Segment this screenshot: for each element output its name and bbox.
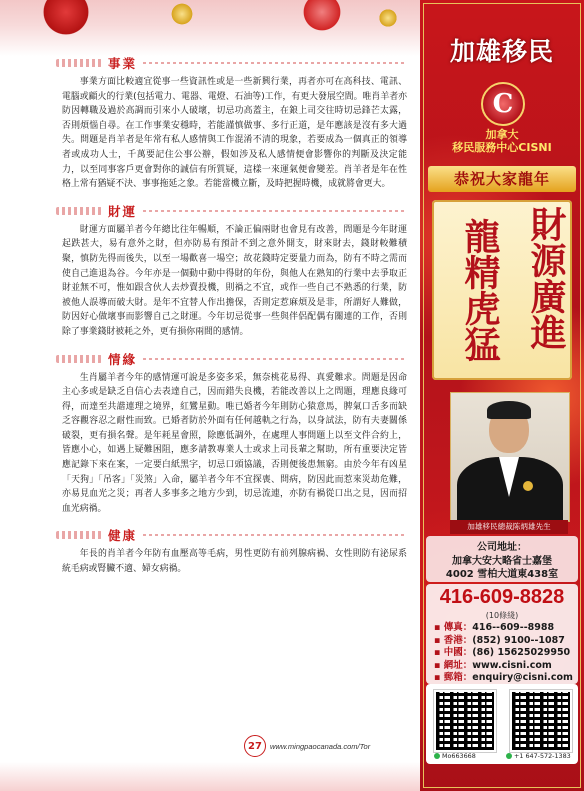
section-header-health — [56, 526, 407, 544]
contact-hongkong: ▪ 香港：(852) 9100--1087 — [434, 634, 565, 646]
medal-icon — [523, 481, 533, 491]
whatsapp-icon — [506, 753, 512, 759]
gold-coin-ornament-icon — [378, 8, 398, 28]
section-header-wealth — [56, 202, 407, 220]
section-header-career — [56, 54, 407, 72]
contact-email[interactable]: ▪ 郵箱：enquiry@cisni.com — [434, 672, 573, 684]
section-body-wealth: 財運方面屬羊者今年總比往年暢順，不論正偏兩財也會見有改善，問題是今年財運起跌甚大，易有意外之財，但亦防易有預計不到之意外開支，財來財去，錢財較難積聚，慎防先得而後失，以至一場歡喜一場空；故花錢時定要量力而為，防有不時之需而使自己進退為谷。今年亦是一個動中動中得財的年份，與他人在熟知的行業中去爭取正財並無不可，惟如跟含伙人去炒賣投機，則禍之不宜，或作一些自己不熟悉的行業，防被他人誤導而破大財。是年不宜替人作出擔保，否則定惹麻煩及是非，所謂好人難做，防因好心做壞事而影響自己之財運。今年切忌從事一些與伴侶配偶有關連的工作，否則除了事業錢財被耗之外，更有損你兩間的感情。 — [62, 224, 407, 337]
main-phone[interactable]: 416-609-8828 — [439, 586, 565, 608]
page-number: 27 — [244, 735, 266, 757]
contact-fax: ▪ 傳真：416--609--8988 — [434, 622, 555, 633]
bottom-decoration — [0, 762, 420, 791]
section-title: 財運 — [108, 203, 138, 219]
section-title: 情緣 — [108, 351, 138, 367]
contact-china: ▪ 中國：(86) 15625029950 — [434, 647, 571, 659]
company-name: 加拿大 移民服務中心CISNI — [452, 128, 552, 154]
qr-caption: Mo663668 — [434, 752, 476, 760]
section-body-relationships: 生肖屬羊者今年的感情運可說是多姿多采，無奈桃花易得、真愛難求。問題是因命主心多或是缺乏自信心去表達自己，因而錯失良機，若能改善以上之問題，理應良緣可得，而達至共諧連理之境界，紅鸞星動。唯已婚者今年則防心猿意馬，脾氣口舌多而缺乏容觀容忍之耐性而致。已婚者防於外面有任何越軌之行為，以身試法，防有夫妻關係破裂，更有損名聲。是年耗星會照，除應低調外，在處理人事問題上以至文件合約上，皆應小心，如遇上疑難困阻，應多請教專業人士或求上司長輩之幫助，所有重要決定皆應記錄下來在案，一定要白紙黑字，切忌口頭協議，否則便後患無窮。由於今年有凶星「天狗」「吊客」「災煞」入命，屬羊者今年不宜探喪、問病，防因此而惹來災劫危難，亦易見血光之災；再者人多事多之地方少到，切忌流連，亦防有禍從口出之見，因而招血光病禍。 — [62, 372, 407, 514]
lantern-ornament-icon — [300, 0, 344, 34]
phone-lines-note: (10條綫) — [485, 611, 519, 620]
horoscope-article — [62, 48, 407, 577]
gold-coin-ornament-icon — [170, 2, 194, 26]
lantern-ornament-icon — [40, 0, 92, 38]
section-title: 事業 — [108, 56, 138, 71]
section-body-career: 事業方面比較適宜從事一些資訊性或是一些新興行業，再者亦可在高科技、電訊、電腦或顧火的行業(包括電力、電器、電燈、石油等)工作，有更大發展空間。唯肖羊者亦防因轉職及過於高調而引來小人破壞，切忌功高蓋主，在鋃上司交往時切忌鋒芒太露，否則煩惱自尋。在工作事業安穩時，若能謹慎做事、多行正道，是年應該是沒有多大過失。問題是肖羊者是年常有私人感情與工作混淆不清的現象，若要成為一個真正的領導者或成功人士，千萬要記住公事公辦，假如涉及私人感情便會影響你的判斷及決定能力，以至同事客戶更會對你的誠信有所質疑，這樣一來運氣便會變差。肖羊者是年在性格上常有猶疑不決、事事拖延之象。若能當機立斷，及時把握時機，成就將會更大。 — [62, 77, 407, 190]
company-logo-icon: C — [481, 82, 525, 126]
portrait-photo — [450, 392, 570, 522]
advertisement — [420, 0, 584, 791]
photo-caption: 加雄移民總裁陈炳雄先生 — [450, 520, 568, 534]
qr-code-icon[interactable] — [434, 690, 496, 752]
blessing-scroll — [432, 200, 572, 380]
greeting-banner: 恭祝大家龍年 — [428, 166, 576, 192]
blessing-text: 財源廣進 — [525, 206, 567, 350]
section-header-relationships — [56, 350, 407, 368]
page-footer — [244, 736, 414, 756]
footer-url[interactable]: www.mingpaocanada.com/Tor — [270, 741, 371, 751]
contact-list — [434, 622, 580, 685]
company-address: 公司地址： 加拿大安大略省士嘉堡 4002 雪柏大道東438室 — [445, 542, 559, 580]
section-body-health: 年長的肖羊者今年防有血壓高等毛病，男性更防有前列腺病禍、女性則防有泌尿系統毛病或腎臟不適、婦女病禍。 — [62, 549, 407, 575]
section-title: 健康 — [108, 528, 138, 544]
ad-brand: 加雄移民 — [449, 37, 554, 66]
qr-caption: +1 647-572-1383 — [506, 752, 571, 760]
qr-code-icon[interactable] — [510, 690, 572, 752]
wechat-icon — [434, 753, 440, 759]
contact-website[interactable]: ▪ 網址：www.cisni.com — [434, 659, 552, 671]
blessing-text: 龍精虎猛 — [459, 218, 501, 362]
